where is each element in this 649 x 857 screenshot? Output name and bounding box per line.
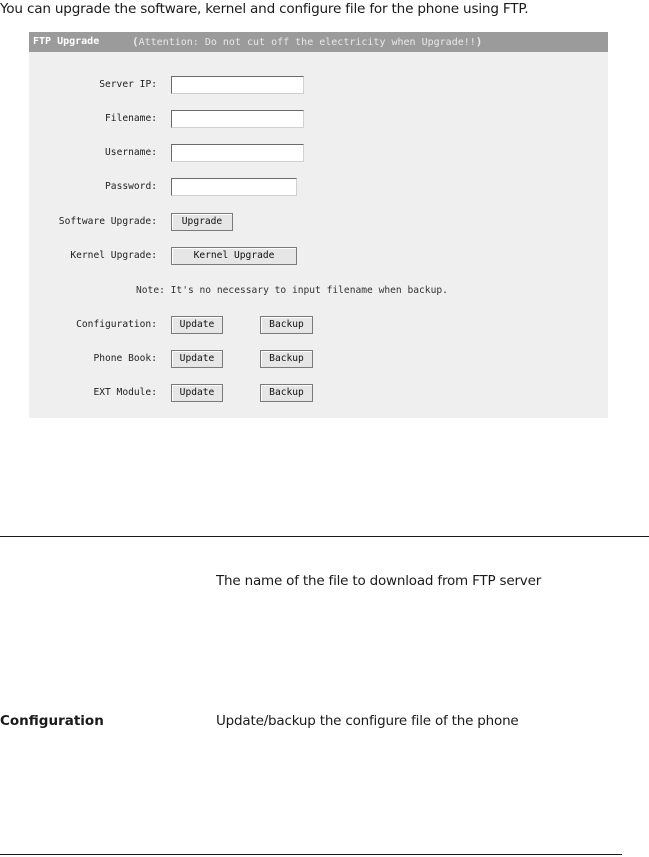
configuration-term: Configuration: [0, 713, 104, 729]
username-label: Username:: [105, 147, 157, 158]
filename-input[interactable]: [171, 110, 304, 128]
configuration-update-button[interactable]: Update: [171, 316, 223, 334]
software-upgrade-label: Software Upgrade:: [58, 216, 157, 227]
table-top-rule: [0, 536, 649, 537]
ftp-upgrade-panel: [29, 32, 608, 418]
ext-module-update-button[interactable]: Update: [171, 384, 223, 402]
attention-note: [132, 32, 482, 53]
open-paren: (: [132, 35, 139, 48]
kernel-upgrade-label: Kernel Upgrade:: [70, 250, 157, 261]
filename-label: Filename:: [105, 113, 157, 124]
password-label: Password:: [105, 181, 157, 192]
phone-book-label: Phone Book:: [93, 353, 157, 364]
configuration-backup-button[interactable]: Backup: [260, 316, 313, 334]
close-paren: ): [475, 35, 483, 48]
password-input[interactable]: [171, 178, 297, 196]
intro-text: You can upgrade the software, kernel and configure file for the phone using FTP.: [0, 1, 529, 17]
software-upgrade-button[interactable]: Upgrade: [171, 213, 233, 231]
phone-book-update-button[interactable]: Update: [171, 350, 223, 368]
username-input[interactable]: [171, 144, 304, 162]
ext-module-backup-button[interactable]: Backup: [260, 384, 313, 402]
server-ip-label: Server IP:: [99, 79, 157, 90]
configuration-label: Configuration:: [76, 319, 157, 330]
configuration-description: Update/backup the configure file of the phone: [216, 713, 519, 729]
panel-title: [33, 32, 99, 52]
filename-description: The name of the file to download from FTP server: [216, 573, 542, 589]
attention-text: Attention: Do not cut off the electricity when Upgrade!!: [138, 37, 476, 48]
table-bottom-rule: [0, 854, 622, 855]
ext-module-label: EXT Module:: [93, 387, 157, 398]
backup-note: Note: It's no necessary to input filename when backup.: [136, 285, 448, 296]
server-ip-input[interactable]: [171, 76, 304, 94]
panel-header: [29, 32, 608, 52]
phone-book-backup-button[interactable]: Backup: [260, 350, 313, 368]
panel-title-text: FTP Upgrade: [33, 36, 100, 47]
kernel-upgrade-button[interactable]: Kernel Upgrade: [171, 247, 297, 265]
